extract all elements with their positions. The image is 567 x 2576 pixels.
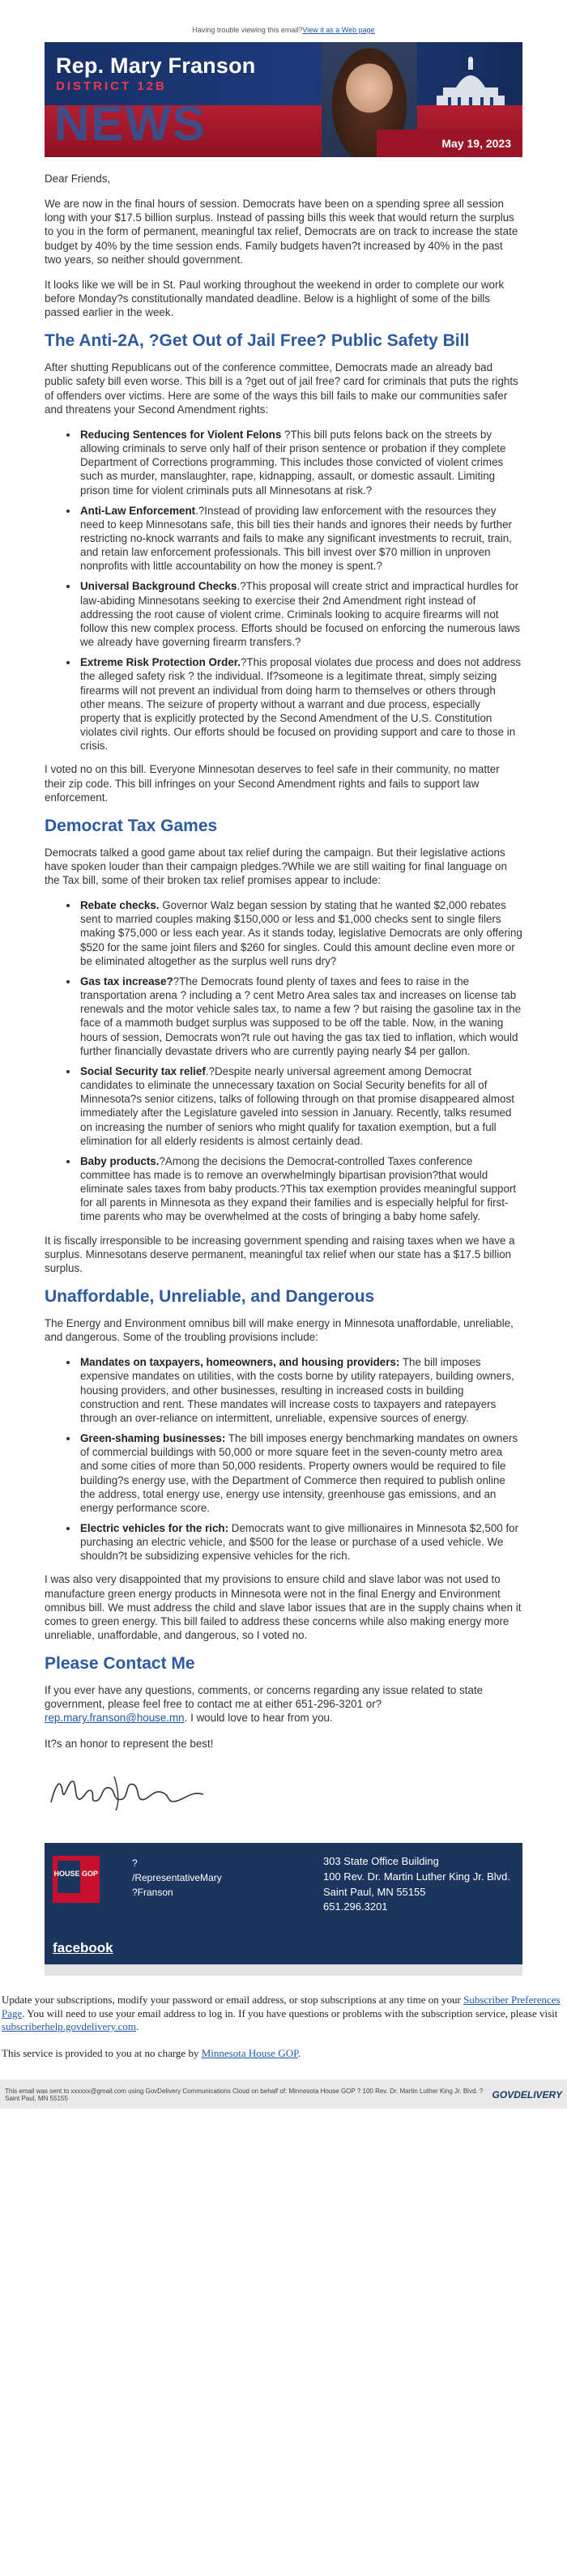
- address-line-3: Saint Paul, MN 55155: [323, 1885, 426, 1898]
- email-body: [45, 42, 522, 1976]
- subscription-paragraph: [2, 1994, 567, 2034]
- section-heading-public-safety: The Anti-2A, ?Get Out of Jail Free? Public Safety Bill: [45, 331, 470, 351]
- item-text: ?Among the decisions the Democrat-controlled Taxes conference committee has made is to remove an overwhelmingly bipartisan provision?that would eliminate sales taxes from baby products.?This tax exemption provides meaningful support for all parents in Minnesota as they expand their families and is especially helpful for first-time parents who may be overwhelmed at the costs of bringing a baby home safely.: [80, 1154, 517, 1223]
- contact-email-link[interactable]: rep.mary.franson@house.mn: [45, 1712, 185, 1725]
- intro-paragraph-2: It looks like we will be in St. Paul working throughout the weekend in order to complete our work before Monday?s constitutionally mandated deadline. Below is a highlight of some of the bills passed earlier in the week.: [45, 278, 505, 319]
- signature-image: [45, 1767, 223, 1817]
- intro-paragraph-1: We are now in the final hours of session. Democrats have been on a spending spree all session long with your $17.5 billion surplus. Instead of passing bills this week that would return the surplus to you in the form of permanent, meaningful tax relief, Democrats are on track to increase the state budget by 40% by the time session ends. Family budgets haven?t increased by 40% in the past two years, so neither should government.: [45, 198, 518, 266]
- greeting: Dear Friends,: [45, 173, 111, 185]
- provider-text-2: .: [297, 2046, 301, 2059]
- banner-name: Rep. Mary Franson: [56, 53, 256, 78]
- preheader-text: Having trouble viewing this email?: [192, 26, 303, 34]
- item-title: Mandates on taxpayers, homeowners, and housing providers:: [80, 1356, 400, 1369]
- list-item: [79, 655, 522, 753]
- item-title: Rebate checks.: [80, 899, 160, 912]
- contact-text-2: . I would love to hear from you.: [184, 1712, 333, 1725]
- item-text: .?This proposal will create strict and impractical hurdles for law-abiding Minnesotans seeking to exercise their 2nd Amendment right instead of addressing the root cause of violent crime. Criminals looking to acquire firearms will not follow this new complex process. Efforts should be focused on enforcing the numerous laws we already have governing firearm transfers.?: [80, 580, 521, 649]
- list-item: [79, 428, 522, 497]
- legal-text: This email was sent to xxxxxx@gmail.com using GovDelivery Communications Cloud on behalf of: Minnesota House GOP ? 100 Rev. Dr. Martin Luther King Jr. Blvd. ? Saint Paul, MN 55155: [5, 2088, 484, 2103]
- section-closing: I was also very disappointed that my provisions to ensure child and slave labor was not used to manufacture green energy products in Minnesota were not in the final Energy and Environment omnibus bill. We must address the child and slave labor issues that are in the supply chains when it comes to green energy. This bill failed to address these concerns while also making energy more unreliable, unaffordable, and dangerous, so I voted no.: [45, 1573, 522, 1642]
- item-text: ?This proposal violates due process and does not address the alleged safety risk ? the individual. If?someone is a legitimate threat, simply seizing firearms will not prevent an individual from doing harm to themselves or others through other means. The seizure of property without a warrant and due process, especially property that is explicitly protected by the Second Amendment of the U.S. Constitution violates civil rights. Our efforts should be focused on providing support and care to those in crisis.: [80, 656, 522, 753]
- section-lead: After shutting Republicans out of the conference committee, Democrats made an already bad public safety bill even worse. This bill is a ?get out of jail free? card for criminals that puts the rights of offenders over victims. Here are some of the ways this bill fails to make our communities safer and threatens your Second Amendment rights:: [45, 361, 518, 416]
- item-text: .?Instead of providing law enforcement with the resources they need to keep Minnesotans safe, this bill ties their hands and ignores their needs by further restricting no-knock warrants and fails to make any significant investments to recruit, train, and retain law enforcement professionals. This bill invest over $70 million in unproven nonprofits with little accountability on how the money is spent.?: [80, 504, 512, 573]
- item-title: Electric vehicles for the rich:: [80, 1521, 229, 1534]
- section-closing: I voted no on this bill. Everyone Minnesotan deserves to feel safe in their community, no matter their zip code. This bill infringes on your Second Amendment rights and fails to support law enforcement.: [45, 763, 500, 804]
- item-text: Governor Walz began session by stating that he wanted $2,000 rebates sent to married couples making $150,000 or less and $1,000 checks sent to single filers making $75,000 or less each year. As it stands today, legislative Democrats are only offering $520 for the same joint filers and $260 for singles. Could this amount decline even more or be eliminated altogether as the surplus well runs dry?: [80, 899, 522, 967]
- item-title: Universal Background Checks: [80, 580, 237, 593]
- item-title: Baby products.: [80, 1154, 160, 1167]
- bullet-list: [79, 428, 522, 753]
- closing-line: It?s an honor to represent the best!: [45, 1737, 214, 1750]
- footer-logo-col: [45, 1843, 222, 1964]
- bullet-list: [79, 898, 522, 1223]
- subscription-text-2: . You will need to use your email address to log in. If you have questions or problems with the subscription service, please visit: [22, 2007, 558, 2019]
- govdelivery-logo[interactable]: GOVDELIVERY: [492, 2089, 562, 2101]
- section-heading-contact: Please Contact Me: [45, 1654, 195, 1674]
- item-text: Democrats want to give millionaires in Minnesota $2,500 for purchasing an electric vehicle, and $500 for the lease or purchase of a used vehicle. We shouldn?t be subsidizing expensive vehicles for the rich.: [80, 1521, 519, 1563]
- section-heading-tax: Democrat Tax Games: [45, 816, 218, 835]
- item-text: ?This bill puts felons back on the streets by allowing criminals to serve only half of their prison sentence or probation if they complete Department of Corrections programming. This includes those convicted of violent crimes such as murder, manslaughter, rape, kidnapping, assault, or domestic assault. Limiting prison time for violent criminals puts all Minnesotans at risk.?: [80, 428, 506, 497]
- contact-text: If you ever have any questions, comments, or concerns regarding any issue related to state government, please feel free to contact me at either 651-296-3201 or?: [45, 1684, 484, 1711]
- list-item: [79, 579, 522, 649]
- facebook-link[interactable]: facebook: [53, 1939, 113, 1955]
- subscription-text-3: .: [135, 2020, 139, 2033]
- address-line-2: 100 Rev. Dr. Martin Luther King Jr. Blvd.: [323, 1870, 510, 1883]
- provider-paragraph: [2, 2047, 567, 2061]
- item-text: The bill imposes energy benchmarking mandates on owners of commercial buildings with 50,000 or more square feet in the seven-county metro area and some cities of more than 50,000 residents. Property owners would be required to file building?s energy use, with the Department of Commerce then required to publish online the address, total energy use, energy use intensity, greenhouse gas emissions, and an energy performance score.: [80, 1432, 518, 1514]
- list-item: [79, 975, 522, 1058]
- handle-line-2: ?Franson: [132, 1886, 173, 1898]
- house-gop-link[interactable]: Minnesota House GOP: [201, 2046, 298, 2059]
- footer-phone: 651.296.3201: [323, 1900, 388, 1913]
- list-item: [79, 1355, 522, 1425]
- contact-paragraph: [45, 1683, 522, 1725]
- subscription-text: Update your subscriptions, modify your password or email address, or stop subscriptions at any time on your: [2, 1993, 464, 2006]
- section-heading-energy: Unaffordable, Unreliable, and Dangerous: [45, 1287, 375, 1307]
- preheader: [0, 0, 567, 42]
- handle-line-1: /RepresentativeMary: [132, 1871, 222, 1883]
- handle-q: ?: [132, 1857, 138, 1869]
- newsletter-banner: [45, 42, 522, 157]
- capitol-icon: [432, 55, 509, 112]
- subscriber-help-link[interactable]: subscriberhelp.govdelivery.com: [2, 2020, 136, 2033]
- house-gop-logo: [53, 1856, 100, 1903]
- list-item: [79, 504, 522, 574]
- logo-text: HOUSE GOP: [53, 1869, 98, 1878]
- footer: [45, 1843, 522, 1964]
- item-title: Social Security tax relief: [80, 1064, 206, 1077]
- item-title: Reducing Sentences for Violent Felons: [80, 428, 282, 441]
- list-item: [79, 1154, 522, 1224]
- list-item: [79, 1521, 522, 1563]
- subscription-footer: [0, 1976, 567, 2061]
- facebook-handle: [132, 1856, 245, 1900]
- item-title: Gas tax increase?: [80, 975, 173, 987]
- view-web-link[interactable]: View it as a Web page: [302, 26, 375, 34]
- address-line-1: 303 State Office Building: [323, 1854, 439, 1867]
- newsletter-date: May 19, 2023: [441, 137, 511, 150]
- list-item: [79, 898, 522, 968]
- item-text: The bill imposes expensive mandates on utilities, with the costs borne by utility ratepayers, building owners, housing providers, and other businesses, resulting in increased costs in building construction and rent. These mandates will increase costs to taxpayers and ratepayers through an over-reliance on intermittent, unreliable, expensive sources of energy.: [80, 1356, 514, 1424]
- subscriber-preferences-link[interactable]: Subscriber Preferences Page: [2, 1993, 561, 2019]
- list-item: [79, 1431, 522, 1515]
- banner-district: DISTRICT 12B: [56, 79, 167, 93]
- bullet-list: [79, 1355, 522, 1563]
- section-closing: It is fiscally irresponsible to be increasing government spending and raising taxes when we have a surplus. Minnesotans deserve permanent, meaningful tax relief when our state has a $17.5 billion surplus.: [45, 1234, 515, 1274]
- newsletter-content: [45, 157, 522, 1833]
- section-lead: Democrats talked a good game about tax relief during the campaign. But their legislative actions have spoken louder than their campaign pledges.?While we are still waiting for final language on the Tax bill, some of their broken tax relief promises appear to include:: [45, 846, 507, 886]
- item-text: .?Despite nearly universal agreement among Democrat candidates to eliminate the unnecessary taxation on Social Security benefits for all of Minnesota?s senior citizens, talks of following through on that promise disappeared almost immediately after the Legislature gaveled into session in January. Recently, talks resumed on increasing the number of seniors who might qualify for taxation exemption, but a full elimination for all elderly residents is almost certainly dead.: [80, 1064, 514, 1147]
- banner-news: NEWS: [54, 96, 207, 151]
- item-title: Extreme Risk Protection Order.: [80, 656, 241, 669]
- footer-address: [288, 1843, 522, 1964]
- item-text: ?The Democrats found plenty of taxes and fees to raise in the transportation arena ? including a ? cent Metro Area sales tax and increases on license tab renewals and the motor vehicle sales tax, to name a few ? but raising the gasoline tax in the face of a mammoth budget surplus was supposed to be off the table. Now, in the waning hours of session, Democrats won?t rule out having the gas tax tied to inflation, which would further financially devastate drivers who are currently paying nearly $4 per gallon.: [80, 975, 522, 1057]
- footer-gray-bar: [45, 1964, 522, 1976]
- legal-bar: [0, 2079, 567, 2109]
- list-item: [79, 1064, 522, 1148]
- provider-text: This service is provided to you at no charge by: [2, 2046, 202, 2059]
- item-title: Green-shaming businesses:: [80, 1432, 226, 1445]
- item-title: Anti-Law Enforcement: [80, 504, 196, 517]
- date-box: [377, 130, 522, 157]
- section-lead: The Energy and Environment omnibus bill will make energy in Minnesota unaffordable, unreliable, and dangerous. Some of the troubling provisions include:: [45, 1316, 514, 1344]
